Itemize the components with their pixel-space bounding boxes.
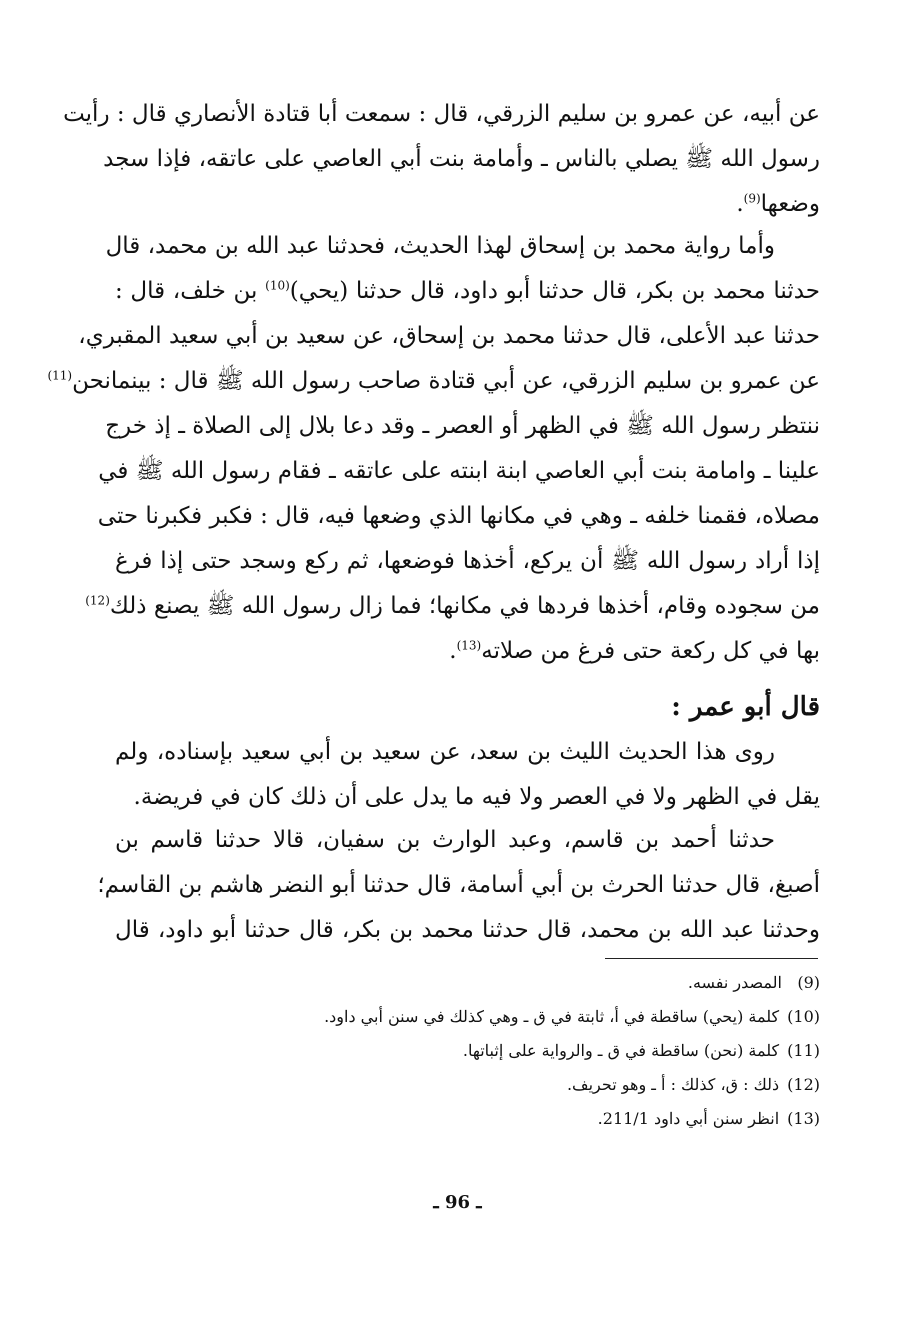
footnote-text: كلمة (نحن) ساقطة في ق ـ والرواية على إثباتها. <box>462 1041 780 1060</box>
footnote-text: انظر سنن أبي داود 211/1. <box>597 1109 780 1128</box>
paragraph-3 <box>115 730 820 820</box>
line-end: . <box>736 191 744 217</box>
text-line <box>85 584 820 629</box>
footnote-ref: (11) <box>47 368 73 383</box>
footnote-number: (10) <box>787 1007 820 1026</box>
paragraph-1 <box>63 92 820 227</box>
footnote-separator <box>605 958 818 959</box>
text-line: ننتظر رسول الله ﷺ في الظهر أو العصر ـ وقد دعا بلال إلى الصلاة ـ إذ خرج <box>105 413 820 439</box>
footnote-ref: (13) <box>456 638 482 653</box>
paragraph-2 <box>47 224 820 674</box>
section-heading: قال أبو عمر : <box>671 692 820 722</box>
line-end: بن خلف، قال : <box>115 278 266 304</box>
footnote-number: (13) <box>787 1109 820 1128</box>
text-line <box>115 629 820 674</box>
footnote-number: (9) <box>797 973 820 992</box>
line-text: حدثنا محمد بن بكر، قال حدثنا أبو داود، قال حدثنا (يحي) <box>289 278 820 304</box>
page-number: ـ 96 ـ <box>433 1192 482 1213</box>
footnote-ref: (9) <box>743 191 761 206</box>
footnote-item <box>200 1034 820 1068</box>
footnote-number: (11) <box>787 1041 820 1060</box>
text-line <box>115 269 820 314</box>
text-line <box>115 182 820 227</box>
footnote-item <box>200 1000 820 1034</box>
text-line: إذا أراد رسول الله ﷺ أن يركع، أخذها فوضعها، ثم ركع وسجد حتى إذا فرغ <box>115 548 820 574</box>
text-line: روى هذا الحديث الليث بن سعد، عن سعيد بن أبي سعيد بإسناده، ولم <box>115 739 775 765</box>
footnotes <box>200 966 820 1136</box>
text-line: وحدثنا عبد الله بن محمد، قال حدثنا محمد بن بكر، قال حدثنا أبو داود، قال <box>115 917 820 943</box>
footnote-item <box>200 1068 820 1102</box>
footnote-ref: (12) <box>85 593 110 608</box>
line-text: بها في كل ركعة حتى فرغ من صلاته <box>481 638 820 664</box>
text-line: مصلاه، فقمنا خلفه ـ وهي في مكانها الذي وضعها فيه، قال : فكبر فكبرنا حتى <box>97 503 820 529</box>
text-line <box>47 359 820 404</box>
line-text: وضعها <box>760 191 820 217</box>
text-line: يقل في الظهر ولا في العصر ولا فيه ما يدل على أن ذلك كان في فريضة. <box>133 784 820 810</box>
paragraph-4 <box>97 818 820 953</box>
text-line: حدثنا أحمد بن قاسم، وعبد الوارث بن سفيان، قالا حدثنا قاسم بن <box>115 827 775 853</box>
text-line: أصبغ، قال حدثنا الحرث بن أبي أسامة، قال حدثنا أبو النضر هاشم بن القاسم؛ <box>97 872 820 898</box>
text-line: عن أبيه، عن عمرو بن سليم الزرقي، قال : سمعت أبا قتادة الأنصاري قال : رأيت <box>63 101 820 127</box>
text-line: حدثنا عبد الأعلى، قال حدثنا محمد بن إسحاق، عن سعيد بن أبي سعيد المقبري، <box>78 323 820 349</box>
text-line: علينا ـ وامامة بنت أبي العاصي ابنة ابنته على عاتقه ـ فقام رسول الله ﷺ في <box>98 458 820 484</box>
footnote-ref: (10) <box>265 278 290 293</box>
line-end: . <box>449 638 457 664</box>
text-line: رسول الله ﷺ يصلي بالناس ـ وأمامة بنت أبي العاصي على عاتقه، فإذا سجد <box>103 146 820 172</box>
footnote-text: كلمة (يحي) ساقطة في أ، ثابتة في ق ـ وهي كذلك في سنن أبي داود. <box>324 1007 780 1026</box>
footnote-item <box>200 1102 820 1136</box>
line-text: عن عمرو بن سليم الزرقي، عن أبي قتادة صاحب رسول الله ﷺ قال : بينمانحن <box>72 368 820 394</box>
text-line: وأما رواية محمد بن إسحاق لهذا الحديث، فحدثنا عبد الله بن محمد، قال <box>105 233 775 259</box>
footnote-text: ذلك : ق، كذلك : أ ـ وهو تحريف. <box>566 1075 780 1094</box>
line-text: من سجوده وقام، أخذها فردها في مكانها؛ فما زال رسول الله ﷺ يصنع ذلك <box>109 593 820 619</box>
footnote-text: المصدر نفسه. <box>687 973 782 992</box>
footnote-item <box>200 966 820 1000</box>
footnote-number: (12) <box>787 1075 820 1094</box>
